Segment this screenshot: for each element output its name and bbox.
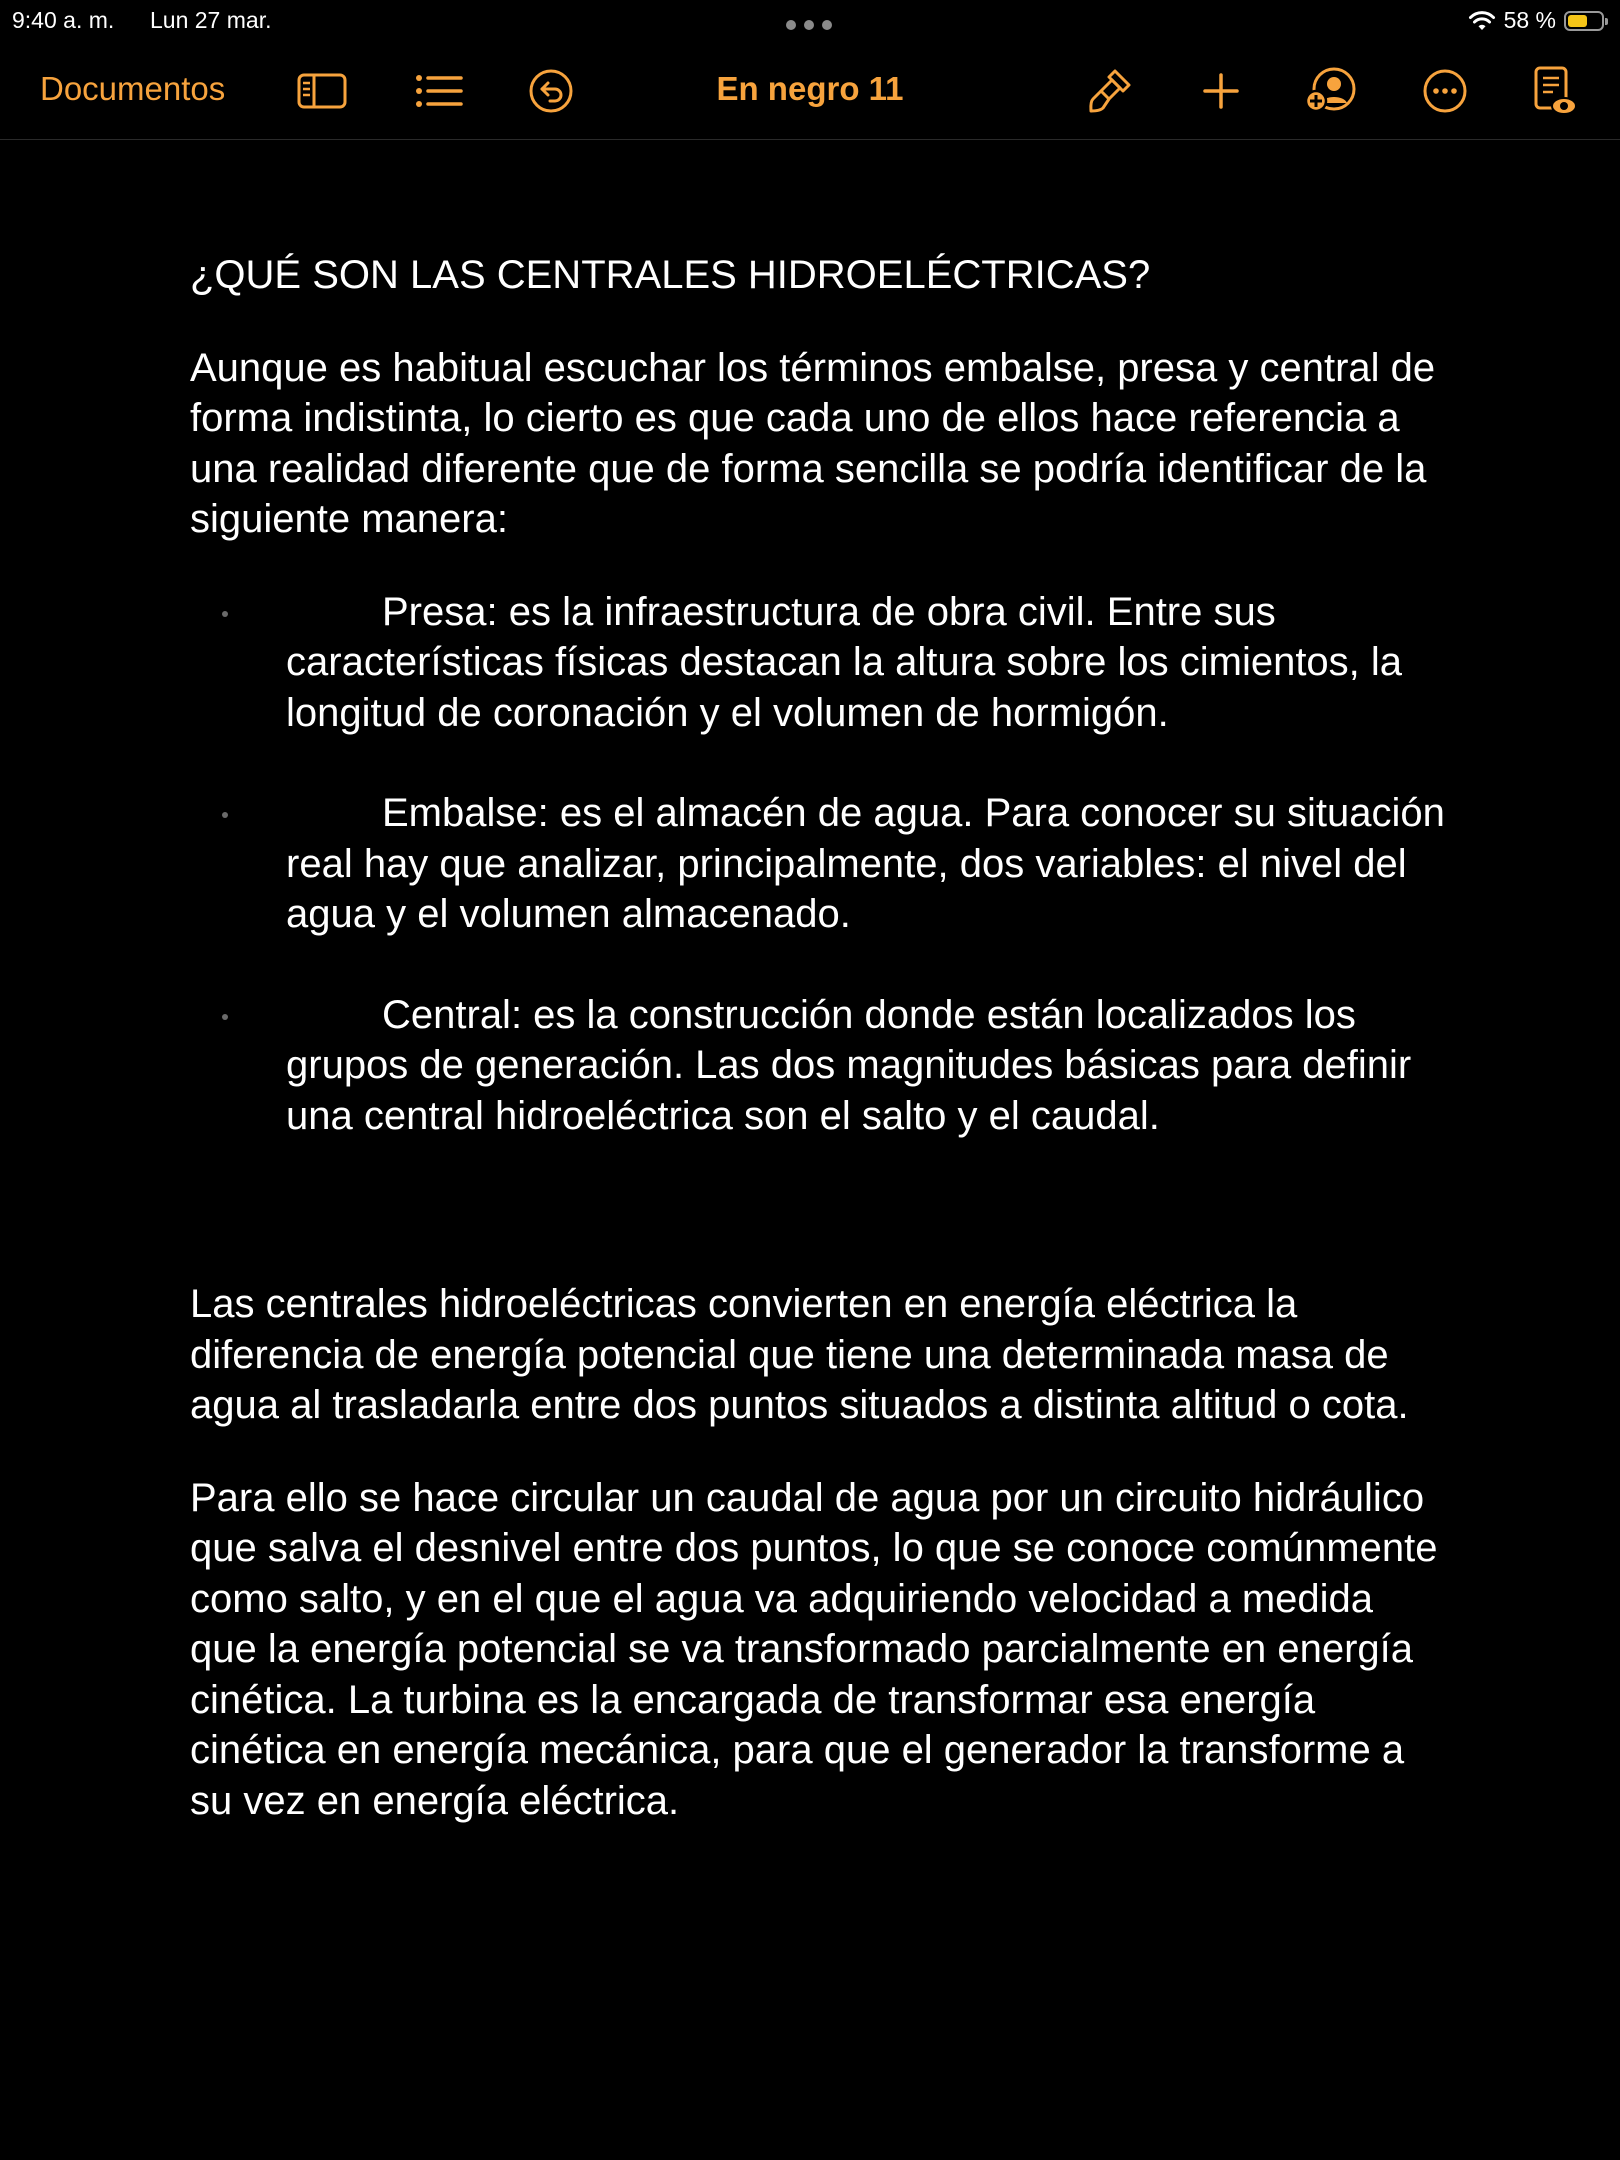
bullet-list[interactable] bbox=[190, 587, 1450, 1142]
list-item-text[interactable]: Embalse: es el almacén de agua. Para conocer su situación real hay que analizar, principalmente, dos variables: el nivel del agua y el volumen almacenado. bbox=[286, 791, 1445, 936]
toolbar bbox=[0, 40, 1620, 140]
more-icon[interactable] bbox=[1418, 64, 1472, 118]
wifi-icon bbox=[1468, 10, 1496, 32]
bullet-icon bbox=[222, 1014, 228, 1020]
bullet-icon bbox=[222, 812, 228, 818]
sidebar-icon[interactable] bbox=[295, 64, 349, 118]
body-paragraph-3[interactable]: Para ello se hace circular un caudal de agua por un circuito hidráulico que salva el desnivel entre dos puntos, lo que se conoce comúnmente como salto, y en el que el agua va adquiriendo velocidad a medida que la energía potencial se va transformado parcialmente en energía cinética. La turbina es la encargada de transformar esa energía cinética en energía mecánica, para que el generador la transforme a su vez en energía eléctrica. bbox=[190, 1475, 1438, 1823]
reading-view-icon[interactable] bbox=[1528, 64, 1582, 118]
undo-icon[interactable] bbox=[524, 64, 578, 118]
plus-icon[interactable] bbox=[1194, 64, 1248, 118]
list-item-text[interactable]: Central: es la construcción donde están localizados los grupos de generación. Las dos magnitudes básicas para definir una central hidroeléctrica son el salto y el caudal. bbox=[286, 992, 1412, 1138]
document-title[interactable]: En negro 11 bbox=[716, 70, 904, 107]
empty-line[interactable] bbox=[190, 1191, 1450, 1279]
status-right bbox=[1468, 7, 1604, 34]
document-title-wrap bbox=[0, 70, 1620, 108]
list-item[interactable] bbox=[190, 990, 1450, 1142]
document-heading[interactable]: ¿QUÉ SON LAS CENTRALES HIDROELÉCTRICAS? bbox=[190, 253, 1151, 297]
battery-fill bbox=[1568, 15, 1587, 27]
documents-button[interactable]: Documentos bbox=[40, 70, 226, 107]
intro-paragraph[interactable]: Aunque es habitual escuchar los términos embalse, presa y central de forma indistinta, lo cierto es que cada uno de ellos hace referencia a una realidad diferente que de forma sencilla se podría identificar de la siguiente manera: bbox=[190, 345, 1436, 541]
list-item-text[interactable]: Presa: es la infraestructura de obra civil. Entre sus características físicas destacan la altura sobre los cimientos, la longitud de coronación y el volumen de hormigón. bbox=[286, 589, 1403, 735]
status-time: 9:40 a. m. bbox=[12, 7, 115, 33]
battery-icon bbox=[1564, 11, 1604, 31]
multitasking-dots-icon[interactable] bbox=[786, 20, 832, 30]
paintbrush-icon[interactable] bbox=[1083, 64, 1137, 118]
list-item[interactable] bbox=[190, 587, 1450, 739]
list-icon[interactable] bbox=[412, 64, 466, 118]
status-bar bbox=[0, 0, 1620, 40]
bullet-icon bbox=[222, 611, 228, 617]
document-page[interactable] bbox=[190, 250, 1450, 1868]
body-paragraph-2[interactable]: Las centrales hidroeléctricas convierten en energía eléctrica la diferencia de energía potencial que tiene una determinada masa de agua al trasladarla entre dos puntos situados a distinta altitud o cota. bbox=[190, 1282, 1409, 1427]
collaborate-icon[interactable] bbox=[1303, 64, 1357, 118]
battery-percent: 58 % bbox=[1503, 7, 1556, 33]
status-date: Lun 27 mar. bbox=[150, 7, 272, 33]
list-item[interactable] bbox=[190, 788, 1450, 940]
